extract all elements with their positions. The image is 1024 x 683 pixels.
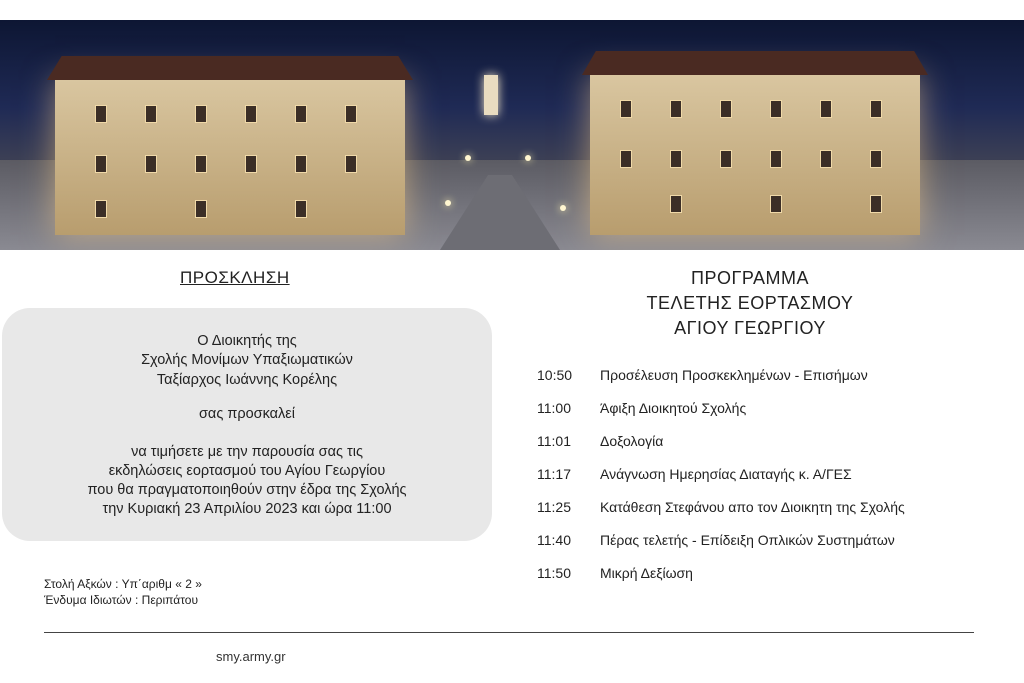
invitation-line: σας προσκαλεί — [198, 406, 295, 422]
schedule-time: 11:25 — [537, 499, 571, 515]
invitation-line: που θα πραγματοποιηθούν στην έδρα της Σχολής — [87, 482, 407, 498]
invitation-line: Σχολής Μονίμων Υπαξιωματικών — [141, 352, 353, 368]
invitation-line: εκδηλώσεις εορτασμού του Αγίου Γεωργίου — [108, 463, 386, 479]
program-title-line: ΤΕΛΕΤΗΣ ΕΟΡΤΑΣΜΟΥ — [646, 293, 854, 313]
schedule-event: Προσέλευση Προσκεκλημένων - Επισήμων — [600, 367, 868, 383]
schedule-event: Δοξολογία — [600, 433, 664, 449]
footer-divider — [44, 632, 974, 633]
schedule-event: Κατάθεση Στεφάνου απο τον Διοικητη της Σχολής — [600, 499, 905, 515]
invitation-line: την Κυριακή 23 Απριλίου 2023 και ώρα 11:00 — [102, 501, 392, 517]
right-building — [590, 75, 920, 235]
clock-tower — [484, 75, 498, 115]
schedule-time: 11:40 — [537, 532, 571, 548]
dress-code-civilians: Ένδυμα Ιδιωτών : Περιπάτου — [44, 593, 199, 607]
dress-code-officers: Στολή Αξκών : Υπ΄αριθμ « 2 » — [44, 577, 202, 591]
invitation-line: Ο Διοικητής της — [197, 333, 297, 349]
schedule-time: 11:00 — [537, 400, 571, 416]
invitation-line: Ταξίαρχος Ιωάννης Κορέλης — [156, 372, 338, 388]
program-title-line: ΑΓΙΟΥ ΓΕΩΡΓΙΟΥ — [674, 318, 826, 338]
invitation-line: να τιμήσετε με την παρουσία σας τις — [131, 444, 363, 460]
schedule-event: Άφιξη Διοικητού Σχολής — [600, 400, 747, 416]
schedule-time: 10:50 — [537, 367, 573, 383]
program-title-line: ΠΡΟΓΡΑΜΜΑ — [690, 268, 810, 288]
schedule-event: Ανάγνωση Ημερησίας Διαταγής κ. Α/ΓΕΣ — [600, 466, 852, 482]
schedule-event: Πέρας τελετής - Επίδειξη Οπλικών Συστημάτων — [600, 532, 895, 548]
header-photo — [0, 20, 1024, 250]
website-link[interactable]: smy.army.gr — [216, 649, 286, 664]
schedule-event: Μικρή Δεξίωση — [600, 565, 693, 581]
schedule-time: 11:50 — [537, 565, 571, 581]
schedule-time: 11:01 — [537, 433, 571, 449]
invitation-title: ΠΡΟΣΚΛΗΣΗ — [180, 268, 290, 287]
left-building — [55, 80, 405, 235]
schedule-time: 11:17 — [537, 466, 571, 482]
